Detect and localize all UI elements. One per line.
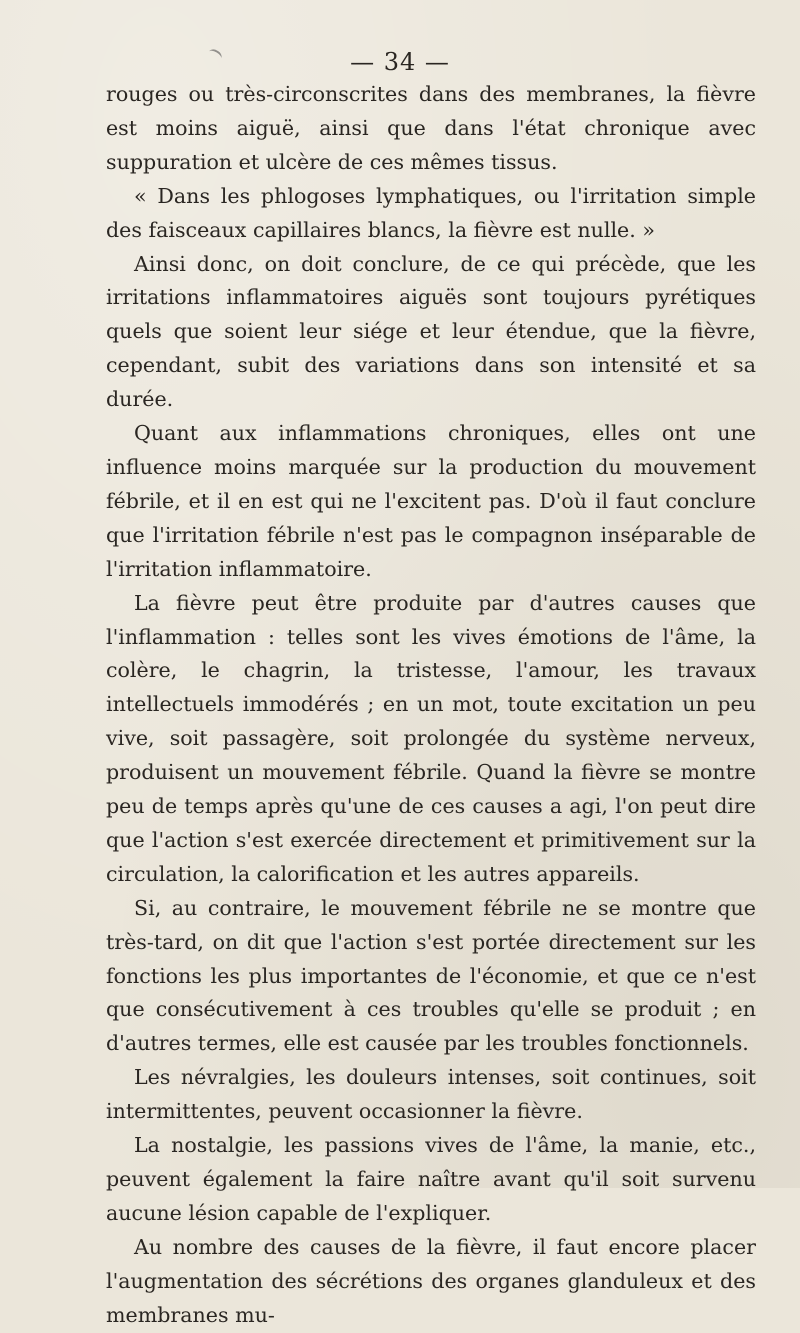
body-text <box>106 78 756 1333</box>
paragraph-6: Si, au contraire, le mouvement fébrile ne se montre que très-tard, on dit que l'action s'est portée directement sur les fonctions les plus importantes de l'économie, et que ce n'est que consécutivement à ces troubles qu'elle se produit ; en d'autres termes, elle est causée par les troubles fonctionnels. <box>106 895 756 1056</box>
paragraph-9: Au nombre des causes de la fièvre, il faut encore placer l'augmentation des sécrétions des organes glanduleux et des membranes mu- <box>106 1234 756 1327</box>
paragraph-1: rouges ou très-circonscrites dans des membranes, la fièvre est moins aiguë, ainsi que dans l'état chronique avec suppuration et ulcère de ces mêmes tissus. <box>106 82 756 174</box>
paragraph-4: Quant aux inflammations chroniques, elles ont une influence moins marquée sur la production du mouvement fébrile, et il en est qui ne l'excitent pas. D'où il faut conclure que l'irritation fébrile n'est pas le compagnon inséparable de l'irritation inflammatoire. <box>106 421 756 581</box>
page-number: — 34 — <box>350 48 450 76</box>
paragraph-8: La nostalgie, les passions vives de l'âme, la manie, etc., peuvent également la faire naître avant qu'il soit survenu aucune lésion capable de l'expliquer. <box>106 1133 756 1225</box>
paragraph-2: « Dans les phlogoses lymphatiques, ou l'irritation simple des faisceaux capillaires blancs, la fièvre est nulle. » <box>106 183 756 242</box>
paragraph-3: Ainsi donc, on doit conclure, de ce qui précède, que les irritations inflammatoires aiguës sont toujours pyrétiques quels que soient leur siége et leur étendue, que la fièvre, cependant, subit des variations dans son intensité et sa durée. <box>106 251 756 412</box>
paragraph-5: La fièvre peut être produite par d'autres causes que l'inflammation : telles sont les vives émotions de l'âme, la colère, le chagrin, la tristesse, l'amour, les travaux intellectuels immodérés ; en un mot, toute excitation un peu vive, soit passagère, soit prolongée du système nerveux, produisent un mouvement fébrile. Quand la fièvre se montre peu de temps après qu'une de ces causes a agi, l'on peut dire que l'action s'est exercée directement et primitivement sur la circulation, la calorification et les autres appareils. <box>106 590 756 886</box>
paragraph-7: Les névralgies, les douleurs intenses, soit continues, soit intermittentes, peuvent occasionner la fièvre. <box>106 1065 756 1124</box>
